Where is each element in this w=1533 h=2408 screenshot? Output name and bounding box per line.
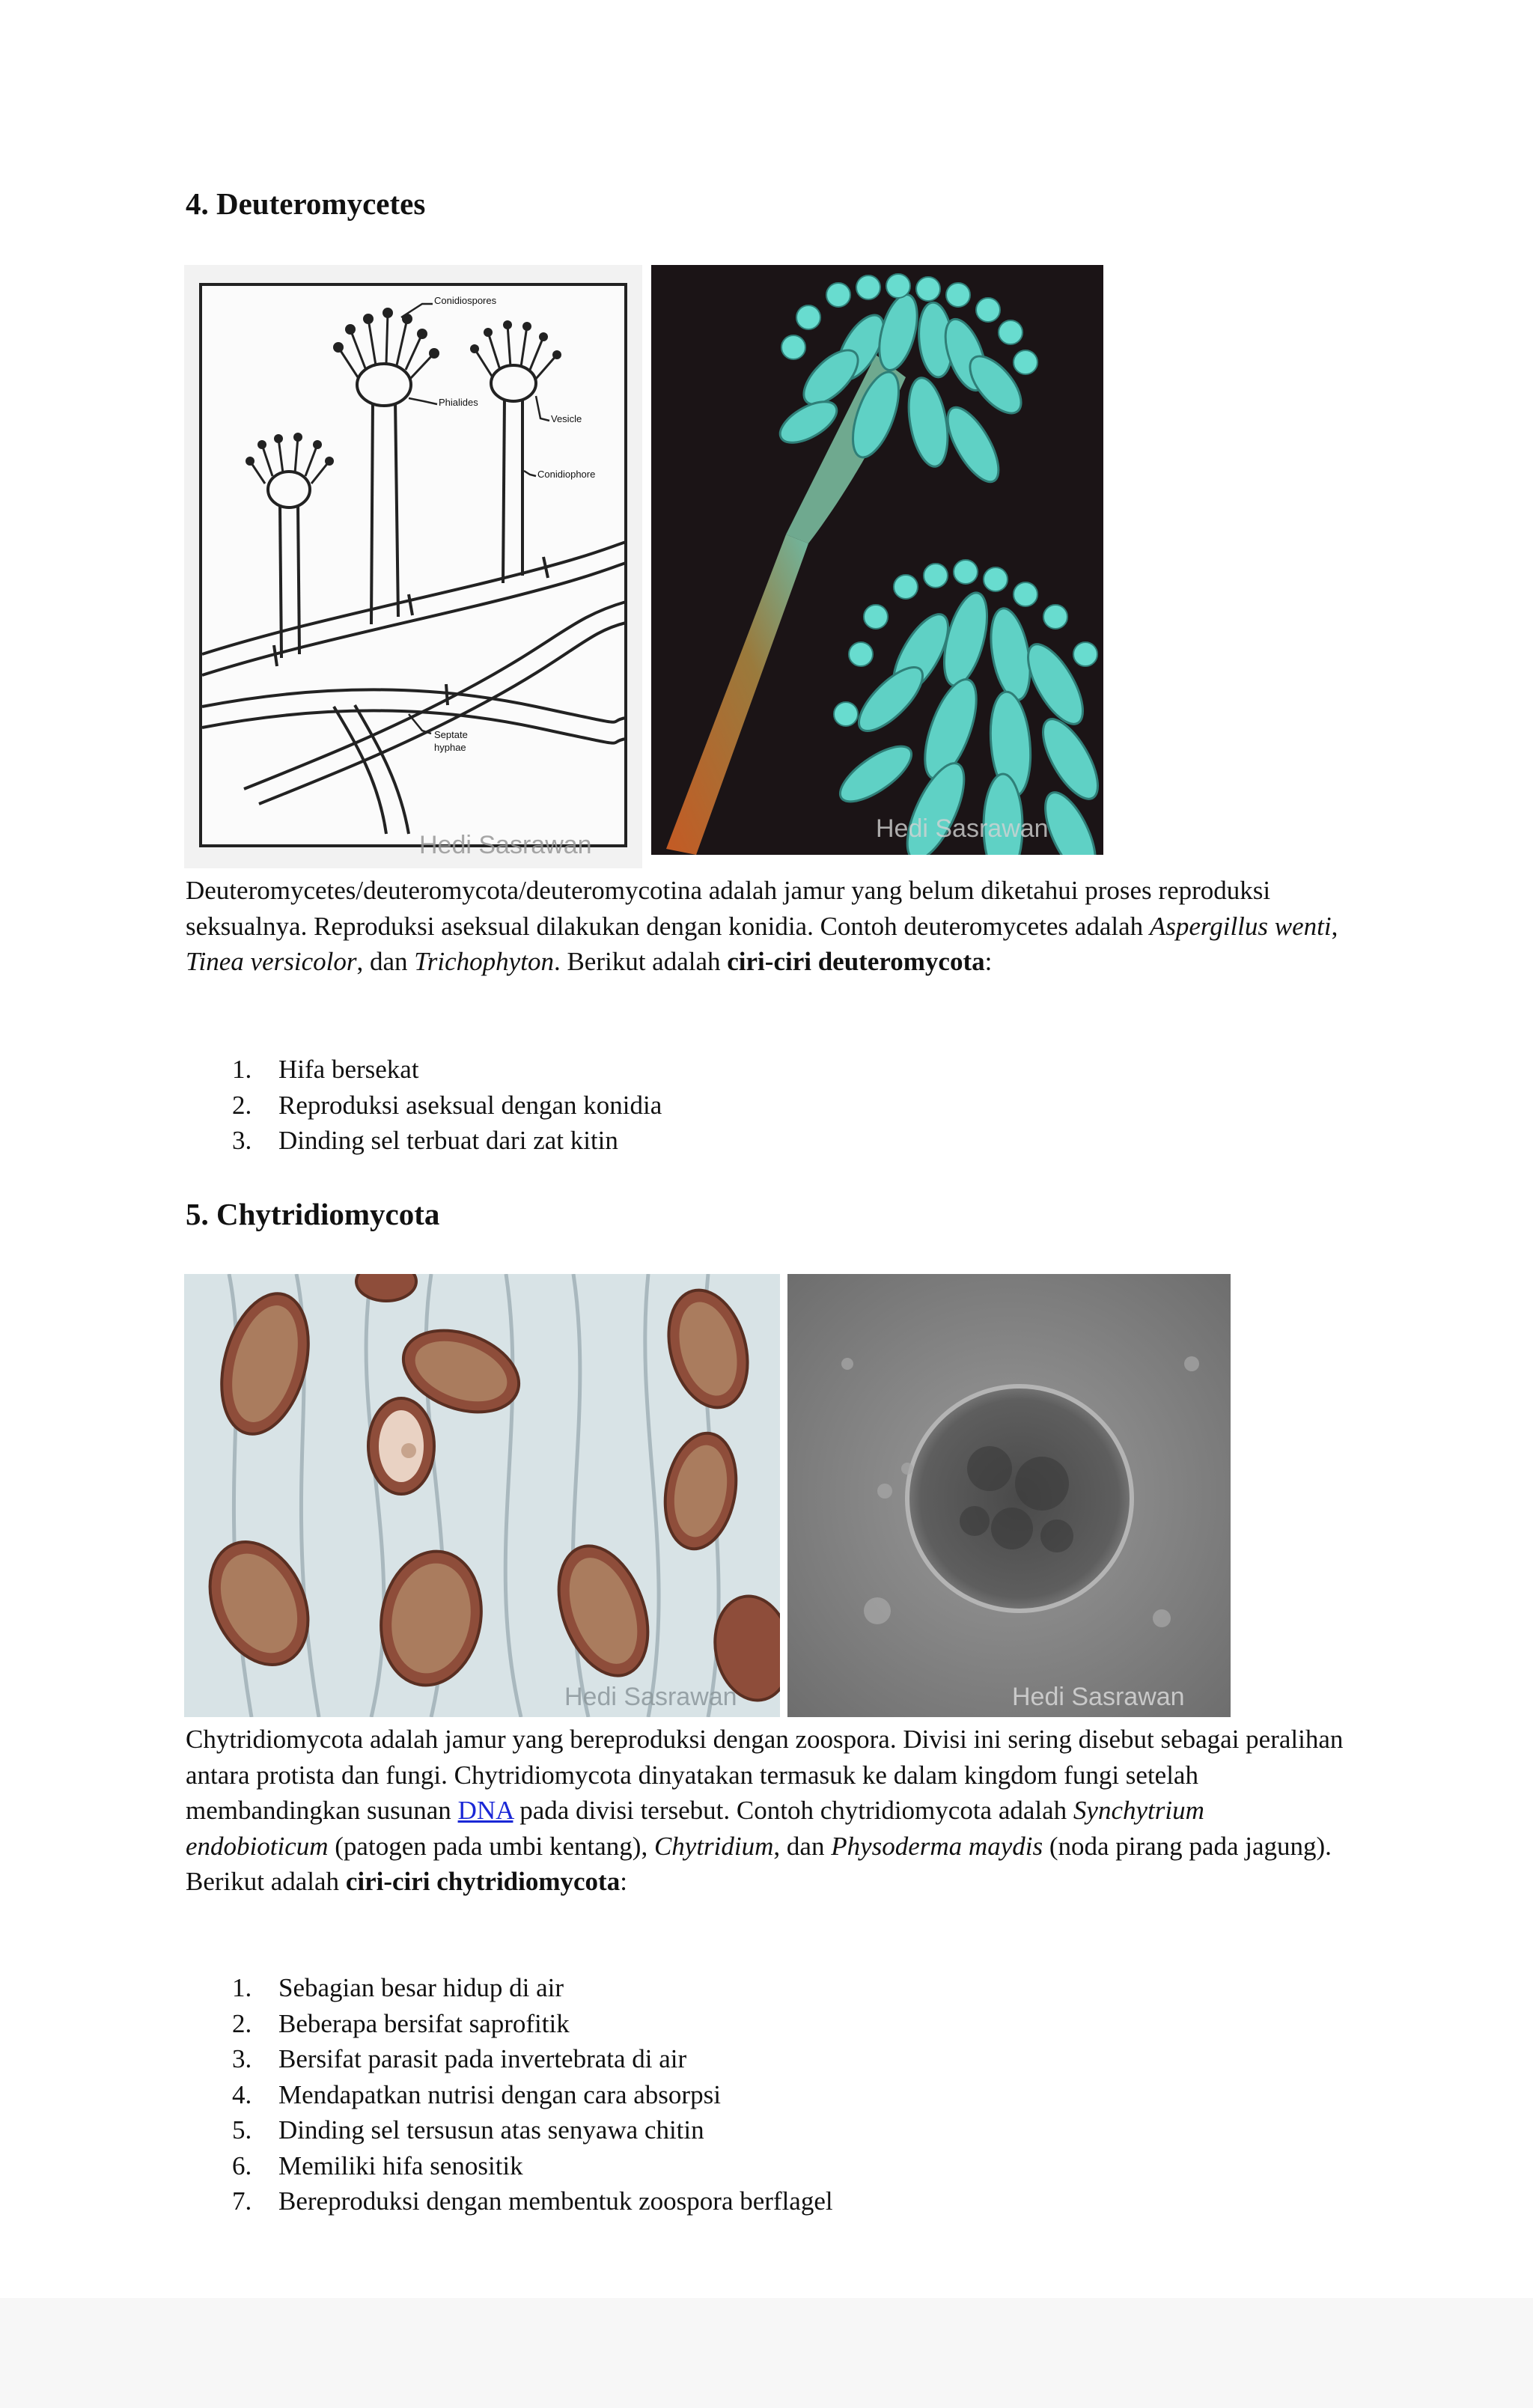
label-hyphae: hyphae [434,742,466,753]
list-item: 3. Dinding sel terbuat dari zat kitin [232,1126,618,1155]
watermark: Hedi Sasrawan [1012,1683,1185,1711]
paragraph-deuteromycetes: Deuteromycetes/deuteromycota/deuteromycotina adalah jamur yang belum diketahui proses reproduksi seksualnya. Reproduksi aseksual dilakukan dengan konidia. Contoh deuteromycetes adalah Aspergillus wenti, Tinea versicolor, dan Trichophyton. Berikut adalah ciri-ciri deuteromycota: [186,876,1338,976]
list-item: 5. Dinding sel tersusun atas senyawa chitin [232,2115,704,2145]
chytrid-sporangia-micrograph [184,1274,780,1717]
watermark: Hedi Sasrawan [564,1683,737,1711]
list-ciri-chytridiomycota [186,1970,833,2219]
list-item: 4. Mendapatkan nutrisi dengan cara absorpsi [232,2079,721,2109]
list-item: 3. Bersifat parasit pada invertebrata di air [232,2044,687,2073]
label-vesicle: Vesicle [551,413,582,424]
paragraph-chytridiomycota: Chytridiomycota adalah jamur yang bereproduksi dengan zoospora. Divisi ini sering disebut sebagai peralihan antara protista dan fungi. Chytridiomycota dinyatakan termasuk ke dalam kingdom fungi setelah membandingkan susunan DNA pada divisi tersebut. Contoh chytridiomycota adalah Synchytrium endobioticum (patogen pada umbi kentang), Chytridium, dan Physoderma maydis (noda pirang pada jagung). Berikut adalah ciri-ciri chytridiomycota: [186,1725,1344,1896]
dna-link[interactable]: DNA [457,1796,513,1825]
heading-chytridiomycota: 5. Chytridiomycota [186,1197,440,1231]
label-phialides: Phialides [439,397,478,408]
list-item: 2. Beberapa bersifat saprofitik [232,2008,570,2038]
list-item: 1. Sebagian besar hidup di air [232,1973,564,2002]
watermark: Hedi Sasrawan [419,831,592,859]
chytrid-cell-micrograph [787,1274,1231,1717]
list-item: 6. Memiliki hifa senositik [232,2151,523,2180]
list-ciri-deuteromycota [186,1052,662,1159]
heading-deuteromycetes: 4. Deuteromycetes [186,186,426,221]
penicillium-sem-photo [651,265,1103,855]
list-item: 7. Bereproduksi dengan membentuk zoospora berflagel [232,2186,833,2216]
list-item: 2. Reproduksi aseksual dengan konidia [232,1090,662,1120]
list-item: 1. Hifa bersekat [232,1055,419,1084]
conidiophore-diagram [184,265,642,868]
label-conidiospores: Conidiospores [434,295,497,306]
page-bottom-shade [0,2298,1533,2408]
watermark: Hedi Sasrawan [876,814,1049,843]
label-conidiophore: Conidiophore [537,469,596,480]
label-septate: Septate [434,729,468,740]
